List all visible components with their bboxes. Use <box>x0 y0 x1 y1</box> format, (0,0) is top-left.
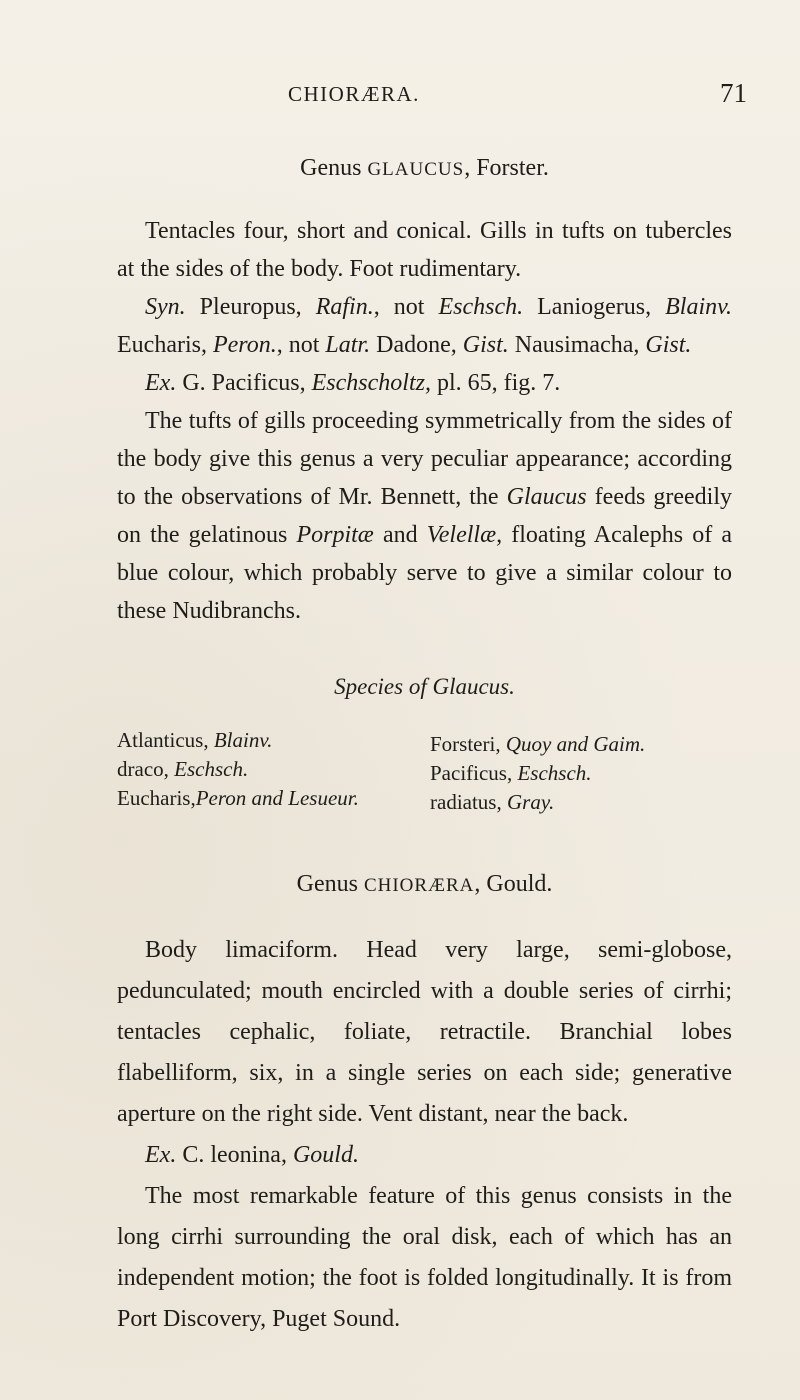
genus-glaucus-heading <box>117 152 732 186</box>
genus-name: GLAUCUS <box>367 159 465 180</box>
species-name: Pacificus, <box>430 761 518 785</box>
ex-label: Ex. <box>145 1142 177 1168</box>
species-item <box>430 759 645 788</box>
syn-author: Blainv. <box>665 294 733 320</box>
species-heading: Species of Glaucus. <box>334 674 515 699</box>
remarks-text: and <box>373 522 427 548</box>
species-name: radiatus, <box>430 790 507 814</box>
chioraera-example <box>117 1135 732 1176</box>
chioraera-description <box>117 930 732 1135</box>
syn-author: Peron. <box>212 332 277 358</box>
genus-chioraera-heading <box>117 868 732 902</box>
ex-label: Ex. <box>145 370 177 396</box>
syn-label: Syn. <box>145 294 186 320</box>
species-author: Blainv. <box>213 728 273 752</box>
heading-prefix: Genus <box>300 155 362 181</box>
glaucus-remarks <box>117 402 732 630</box>
remarks-text: The most remarkable feature of this genus consists in the long cirrhi surrounding the oral disk, each of which has an independent motion; the foot is folded longitudinally. It is from Port Discovery, Puget Sound. <box>117 1183 732 1332</box>
syn-author: Eschsch. <box>438 294 524 320</box>
remarks-text: feeds greedily on the gelatinous <box>117 484 732 548</box>
genus-author: , Gould. <box>474 871 553 897</box>
syn-text: Laniogerus, <box>523 294 666 320</box>
page-number: 71 <box>720 78 747 108</box>
ex-reference: pl. 65, fig. 7. <box>430 370 561 396</box>
species-author: Quoy and Gaim. <box>505 732 646 756</box>
genus-author: , Forster. <box>464 155 549 181</box>
chioraera-description-block <box>117 930 732 1340</box>
syn-author: Latr. <box>325 332 371 358</box>
species-name: Eucharis, <box>117 786 196 810</box>
remarks-italic: Velellæ, <box>426 522 503 548</box>
species-item <box>117 755 359 784</box>
syn-author: Gist. <box>462 332 509 358</box>
species-item <box>117 784 359 813</box>
remarks-text: floating Acalephs of a blue colour, which probably serve to give a similar colour to these Nudibranchs. <box>117 522 733 624</box>
species-author: Eschsch. <box>517 761 592 785</box>
ex-author: Gould. <box>292 1142 359 1168</box>
species-list-left <box>117 726 359 813</box>
species-item <box>117 726 359 755</box>
syn-text: Dadone, <box>370 332 463 358</box>
syn-text: Eucharis, <box>117 332 213 358</box>
genus-name: CHIORÆRA <box>363 875 475 896</box>
ex-text: C. leonina, <box>176 1142 293 1168</box>
remarks-text: The tufts of gills proceeding symmetrically from the sides of the body give this genus a very peculiar appearance; according to the observations of Mr. Bennett, the <box>117 408 732 510</box>
chioraera-remarks <box>117 1176 732 1340</box>
description-text: Body limaciform. Head very large, semi-globose, pedunculated; mouth encircled with a double series of cirrhi; tentacles cephalic, foliate, retractile. Branchial lobes flabelliform, six, in a single series on each side; generative aperture on the right side. Vent distant, near the back. <box>117 937 732 1127</box>
running-title: CHIORÆRA. <box>288 82 420 106</box>
species-name: Atlanticus, <box>117 728 214 752</box>
remarks-italic: Porpitæ <box>296 522 374 548</box>
syn-text: Pleuropus, <box>185 294 316 320</box>
species-name: Forsteri, <box>430 732 506 756</box>
syn-text: , not <box>276 332 326 358</box>
species-list-right <box>430 730 645 817</box>
heading-prefix: Genus <box>296 871 358 897</box>
glaucus-example <box>117 364 732 402</box>
ex-author: Eschscholtz, <box>311 370 431 396</box>
species-item <box>430 788 645 817</box>
glaucus-description-block <box>117 212 732 630</box>
ex-text: G. Pacificus, <box>176 370 312 396</box>
species-name: draco, <box>117 757 175 781</box>
glaucus-description <box>117 212 732 288</box>
species-item <box>430 730 645 759</box>
glaucus-synonyms <box>117 288 732 364</box>
species-author: Peron and Lesueur. <box>195 786 359 810</box>
remarks-italic: Glaucus <box>506 484 587 510</box>
description-text: Tentacles four, short and conical. Gills in tufts on tubercles at the sides of the body. Foot rudimentary. <box>117 218 732 282</box>
running-head <box>0 78 800 108</box>
species-author: Gray. <box>506 790 555 814</box>
species-author: Eschsch. <box>174 757 249 781</box>
syn-text: , not <box>373 294 439 320</box>
syn-text: Nausimacha, <box>508 332 646 358</box>
syn-author: Rafin. <box>315 294 374 320</box>
syn-author: Gist. <box>645 332 692 358</box>
